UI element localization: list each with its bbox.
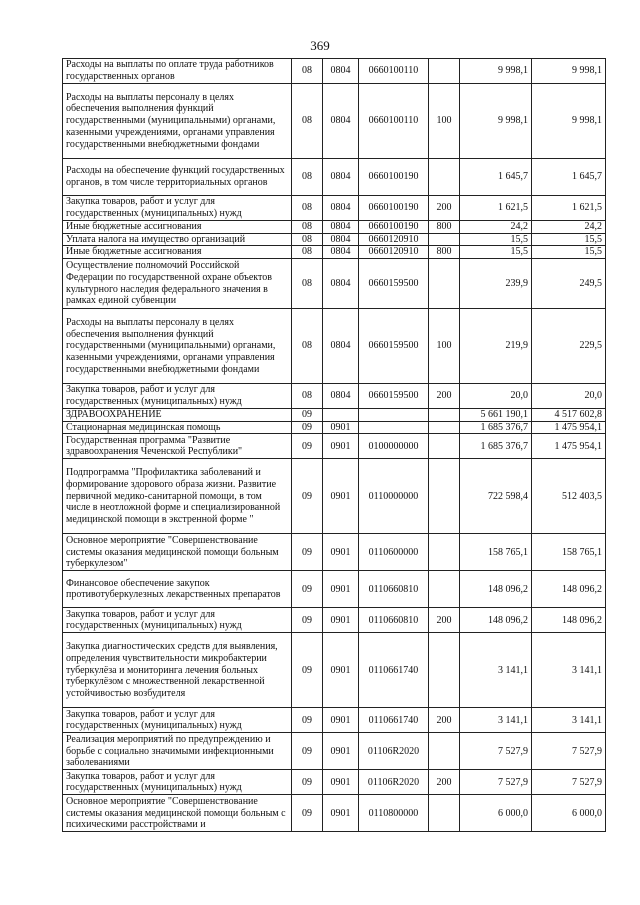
row-expense-type: 200 bbox=[429, 770, 460, 795]
row-target-article: 0110661740 bbox=[359, 708, 429, 733]
row-amount-year2: 7 527,9 bbox=[532, 733, 606, 770]
row-target-article: 0110600000 bbox=[359, 534, 429, 571]
row-expense-type: 800 bbox=[429, 246, 460, 259]
row-target-article: 0110660810 bbox=[359, 608, 429, 633]
row-name: Государственная программа "Развитие здравоохранения Чеченской Республики" bbox=[63, 434, 292, 459]
row-section-code: 09 bbox=[292, 459, 323, 534]
row-subsection-code: 0804 bbox=[323, 196, 359, 221]
row-amount-year2: 9 998,1 bbox=[532, 59, 606, 84]
row-target-article: 0110661740 bbox=[359, 633, 429, 708]
row-target-article: 0660120910 bbox=[359, 233, 429, 246]
row-target-article: 0660159500 bbox=[359, 384, 429, 409]
row-amount-year2: 15,5 bbox=[532, 246, 606, 259]
row-target-article: 0100000000 bbox=[359, 434, 429, 459]
row-amount-year1: 1 645,7 bbox=[460, 159, 532, 196]
row-target-article bbox=[359, 409, 429, 422]
row-subsection-code: 0804 bbox=[323, 233, 359, 246]
row-expense-type: 200 bbox=[429, 708, 460, 733]
row-expense-type bbox=[429, 434, 460, 459]
row-amount-year1: 148 096,2 bbox=[460, 608, 532, 633]
row-name: Закупка товаров, работ и услуг для государственных (муниципальных) нужд bbox=[63, 384, 292, 409]
row-expense-type: 800 bbox=[429, 221, 460, 234]
table-row bbox=[63, 259, 606, 309]
row-amount-year1: 1 685 376,7 bbox=[460, 434, 532, 459]
row-subsection-code: 0901 bbox=[323, 534, 359, 571]
row-amount-year2: 15,5 bbox=[532, 233, 606, 246]
row-section-code: 08 bbox=[292, 221, 323, 234]
row-amount-year2: 249,5 bbox=[532, 259, 606, 309]
row-expense-type bbox=[429, 633, 460, 708]
row-amount-year2: 1 475 954,1 bbox=[532, 421, 606, 434]
row-amount-year1: 6 000,0 bbox=[460, 795, 532, 832]
table-row bbox=[63, 421, 606, 434]
row-subsection-code: 0804 bbox=[323, 59, 359, 84]
row-section-code: 08 bbox=[292, 259, 323, 309]
table-row bbox=[63, 84, 606, 159]
row-expense-type bbox=[429, 259, 460, 309]
row-section-code: 08 bbox=[292, 59, 323, 84]
row-expense-type: 200 bbox=[429, 384, 460, 409]
row-name: Иные бюджетные ассигнования bbox=[63, 246, 292, 259]
row-amount-year2: 1 621,5 bbox=[532, 196, 606, 221]
row-section-code: 09 bbox=[292, 795, 323, 832]
row-section-code: 08 bbox=[292, 159, 323, 196]
row-name: Расходы на выплаты персоналу в целях обеспечения выполнения функций государственными (муниципальными) органами, казенными учреждениями, органами управления государственными внебюджетными фондами bbox=[63, 84, 292, 159]
row-amount-year2: 20,0 bbox=[532, 384, 606, 409]
row-subsection-code: 0804 bbox=[323, 221, 359, 234]
row-name: Закупка товаров, работ и услуг для государственных (муниципальных) нужд bbox=[63, 770, 292, 795]
row-section-code: 09 bbox=[292, 708, 323, 733]
row-subsection-code: 0804 bbox=[323, 159, 359, 196]
budget-table bbox=[62, 58, 606, 832]
table-row bbox=[63, 246, 606, 259]
row-target-article: 0110800000 bbox=[359, 795, 429, 832]
row-section-code: 08 bbox=[292, 84, 323, 159]
row-target-article: 0660100190 bbox=[359, 159, 429, 196]
table-row bbox=[63, 59, 606, 84]
row-amount-year2: 148 096,2 bbox=[532, 608, 606, 633]
row-target-article: 0660100190 bbox=[359, 196, 429, 221]
table-row bbox=[63, 409, 606, 422]
table-row bbox=[63, 384, 606, 409]
row-expense-type bbox=[429, 159, 460, 196]
table-row bbox=[63, 459, 606, 534]
row-name: Расходы на выплаты персоналу в целях обеспечения выполнения функций государственными (муниципальными) органами, казенными учреждениями, органами управления государственными внебюджетными фондами bbox=[63, 309, 292, 384]
row-expense-type bbox=[429, 459, 460, 534]
row-amount-year1: 219,9 bbox=[460, 309, 532, 384]
row-expense-type: 200 bbox=[429, 196, 460, 221]
row-amount-year2: 6 000,0 bbox=[532, 795, 606, 832]
row-amount-year2: 4 517 602,8 bbox=[532, 409, 606, 422]
row-amount-year1: 3 141,1 bbox=[460, 708, 532, 733]
row-amount-year1: 239,9 bbox=[460, 259, 532, 309]
table-body bbox=[63, 59, 606, 832]
row-amount-year2: 229,5 bbox=[532, 309, 606, 384]
row-name: Основное мероприятие "Совершенствование системы оказания медицинской помощи больным туберкулезом" bbox=[63, 534, 292, 571]
row-section-code: 09 bbox=[292, 409, 323, 422]
row-target-article: 01106R2020 bbox=[359, 770, 429, 795]
row-name: Реализация мероприятий по предупреждению и борьбе с социально значимыми инфекционными заболеваниями bbox=[63, 733, 292, 770]
row-expense-type bbox=[429, 534, 460, 571]
row-section-code: 08 bbox=[292, 309, 323, 384]
table-row bbox=[63, 233, 606, 246]
row-subsection-code: 0901 bbox=[323, 608, 359, 633]
row-expense-type bbox=[429, 571, 460, 608]
row-target-article: 01106R2020 bbox=[359, 733, 429, 770]
row-amount-year1: 1 685 376,7 bbox=[460, 421, 532, 434]
row-target-article: 0660100190 bbox=[359, 221, 429, 234]
row-section-code: 09 bbox=[292, 434, 323, 459]
table-row bbox=[63, 221, 606, 234]
row-amount-year1: 7 527,9 bbox=[460, 770, 532, 795]
row-section-code: 09 bbox=[292, 770, 323, 795]
row-name: Закупка товаров, работ и услуг для государственных (муниципальных) нужд bbox=[63, 608, 292, 633]
row-subsection-code: 0901 bbox=[323, 459, 359, 534]
row-target-article: 0660159500 bbox=[359, 309, 429, 384]
row-amount-year2: 1 645,7 bbox=[532, 159, 606, 196]
row-subsection-code: 0901 bbox=[323, 633, 359, 708]
row-target-article bbox=[359, 421, 429, 434]
row-amount-year2: 512 403,5 bbox=[532, 459, 606, 534]
row-amount-year2: 3 141,1 bbox=[532, 633, 606, 708]
row-name: Финансовое обеспечение закупок противотуберкулезных лекарственных препаратов bbox=[63, 571, 292, 608]
table-row bbox=[63, 633, 606, 708]
table-row bbox=[63, 608, 606, 633]
page-number: 369 bbox=[310, 38, 330, 53]
row-section-code: 09 bbox=[292, 633, 323, 708]
row-name: Уплата налога на имущество организаций bbox=[63, 233, 292, 246]
table-row bbox=[63, 434, 606, 459]
row-subsection-code bbox=[323, 409, 359, 422]
row-subsection-code: 0901 bbox=[323, 795, 359, 832]
row-amount-year1: 5 661 190,1 bbox=[460, 409, 532, 422]
row-amount-year2: 3 141,1 bbox=[532, 708, 606, 733]
row-name: Закупка диагностических средств для выявления, определения чувствительности микробактерии туберкулёза и мониторинга лечения больных туберкулёзом с множественной лекарственной устойчивостью возбудителя bbox=[63, 633, 292, 708]
row-subsection-code: 0901 bbox=[323, 733, 359, 770]
row-amount-year1: 1 621,5 bbox=[460, 196, 532, 221]
row-subsection-code: 0804 bbox=[323, 384, 359, 409]
row-subsection-code: 0901 bbox=[323, 708, 359, 733]
row-expense-type: 200 bbox=[429, 608, 460, 633]
table-row bbox=[63, 708, 606, 733]
row-name: Основное мероприятие "Совершенствование системы оказания медицинской помощи больным с психическими расстройствами и bbox=[63, 795, 292, 832]
row-subsection-code: 0804 bbox=[323, 84, 359, 159]
row-expense-type bbox=[429, 421, 460, 434]
row-expense-type bbox=[429, 733, 460, 770]
table-row bbox=[63, 571, 606, 608]
row-target-article: 0660100110 bbox=[359, 59, 429, 84]
row-name: Подпрограмма "Профилактика заболеваний и формирование здорового образа жизни. Развитие первичной медико-санитарной помощи, в том числе в неотложной форме и специализированной медицинской помощи в экстренной форме " bbox=[63, 459, 292, 534]
row-amount-year1: 20,0 bbox=[460, 384, 532, 409]
row-subsection-code: 0804 bbox=[323, 246, 359, 259]
row-amount-year1: 148 096,2 bbox=[460, 571, 532, 608]
row-amount-year1: 3 141,1 bbox=[460, 633, 532, 708]
row-amount-year2: 9 998,1 bbox=[532, 84, 606, 159]
row-target-article: 0660120910 bbox=[359, 246, 429, 259]
row-section-code: 08 bbox=[292, 384, 323, 409]
row-amount-year1: 9 998,1 bbox=[460, 59, 532, 84]
row-section-code: 09 bbox=[292, 571, 323, 608]
row-section-code: 08 bbox=[292, 246, 323, 259]
table-row bbox=[63, 733, 606, 770]
row-amount-year2: 24,2 bbox=[532, 221, 606, 234]
row-name: Расходы на обеспечение функций государственных органов, в том числе территориальных органов bbox=[63, 159, 292, 196]
row-name: Закупка товаров, работ и услуг для государственных (муниципальных) нужд bbox=[63, 196, 292, 221]
row-section-code: 08 bbox=[292, 196, 323, 221]
table-row bbox=[63, 196, 606, 221]
row-name: Осуществление полномочий Российской Федерации по государственной охране объектов культурного наследия федерального значения в рамках единой субвенции bbox=[63, 259, 292, 309]
row-section-code: 09 bbox=[292, 733, 323, 770]
row-name: Стационарная медицинская помощь bbox=[63, 421, 292, 434]
row-name: Закупка товаров, работ и услуг для государственных (муниципальных) нужд bbox=[63, 708, 292, 733]
row-target-article: 0110000000 bbox=[359, 459, 429, 534]
table-row bbox=[63, 159, 606, 196]
row-expense-type: 100 bbox=[429, 84, 460, 159]
row-amount-year1: 15,5 bbox=[460, 246, 532, 259]
row-section-code: 09 bbox=[292, 421, 323, 434]
row-subsection-code: 0901 bbox=[323, 571, 359, 608]
row-amount-year2: 158 765,1 bbox=[532, 534, 606, 571]
row-amount-year1: 158 765,1 bbox=[460, 534, 532, 571]
row-subsection-code: 0901 bbox=[323, 770, 359, 795]
row-amount-year2: 7 527,9 bbox=[532, 770, 606, 795]
row-section-code: 09 bbox=[292, 608, 323, 633]
row-amount-year2: 1 475 954,1 bbox=[532, 434, 606, 459]
row-target-article: 0660100110 bbox=[359, 84, 429, 159]
row-subsection-code: 0804 bbox=[323, 309, 359, 384]
row-expense-type: 100 bbox=[429, 309, 460, 384]
row-amount-year1: 7 527,9 bbox=[460, 733, 532, 770]
row-subsection-code: 0901 bbox=[323, 434, 359, 459]
row-expense-type bbox=[429, 795, 460, 832]
row-subsection-code: 0804 bbox=[323, 259, 359, 309]
row-expense-type bbox=[429, 409, 460, 422]
row-name: ЗДРАВООХРАНЕНИЕ bbox=[63, 409, 292, 422]
row-subsection-code: 0901 bbox=[323, 421, 359, 434]
row-section-code: 08 bbox=[292, 233, 323, 246]
table-row bbox=[63, 534, 606, 571]
row-name: Иные бюджетные ассигнования bbox=[63, 221, 292, 234]
row-expense-type bbox=[429, 233, 460, 246]
table-row bbox=[63, 795, 606, 832]
row-amount-year2: 148 096,2 bbox=[532, 571, 606, 608]
row-target-article: 0110660810 bbox=[359, 571, 429, 608]
row-expense-type bbox=[429, 59, 460, 84]
row-section-code: 09 bbox=[292, 534, 323, 571]
row-amount-year1: 9 998,1 bbox=[460, 84, 532, 159]
table-row bbox=[63, 309, 606, 384]
row-amount-year1: 24,2 bbox=[460, 221, 532, 234]
row-amount-year1: 15,5 bbox=[460, 233, 532, 246]
table-row bbox=[63, 770, 606, 795]
row-name: Расходы на выплаты по оплате труда работников государственных органов bbox=[63, 59, 292, 84]
row-amount-year1: 722 598,4 bbox=[460, 459, 532, 534]
row-target-article: 0660159500 bbox=[359, 259, 429, 309]
